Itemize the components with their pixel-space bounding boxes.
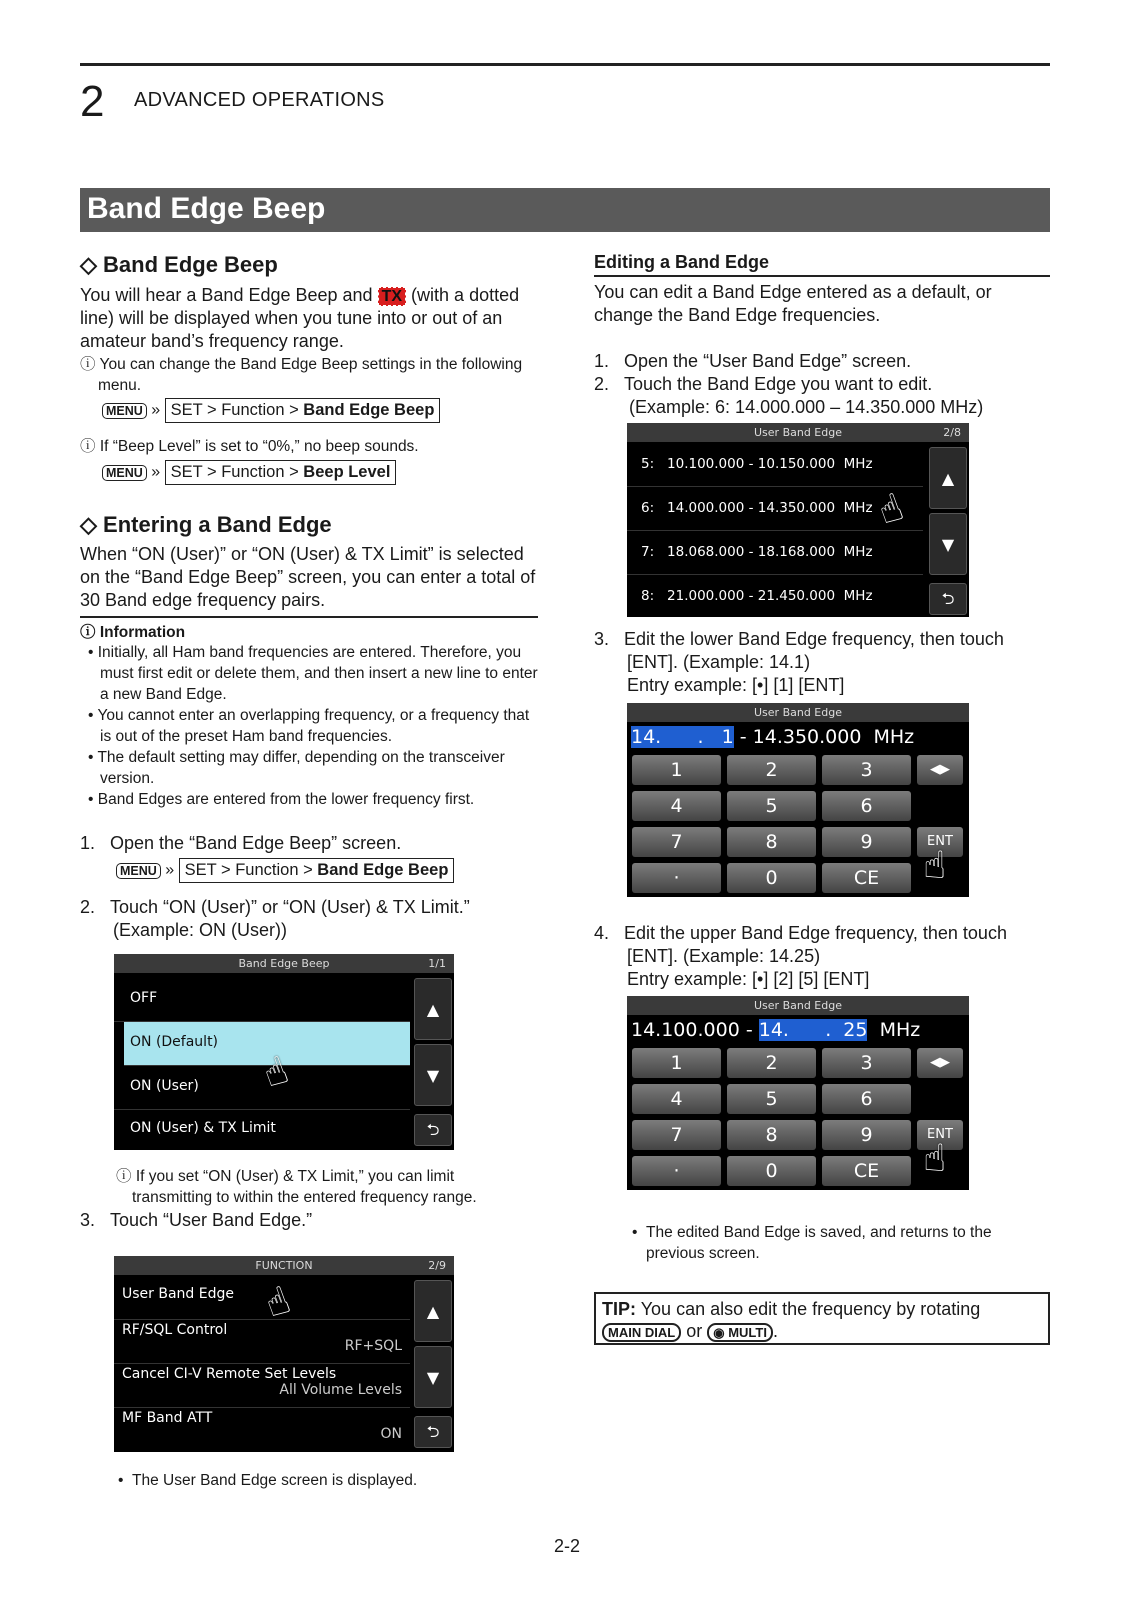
list-item: • You cannot enter an overlapping frequency, or a frequency that is out of the preset Ham band frequencies. [88,707,530,745]
pointing-hand-icon: ☝ [923,1136,947,1180]
function-screen [114,1256,454,1452]
right-step-4: 4. Edit the upper Band Edge frequency, then touch [ENT]. (Example: 14.25) Entry example: [•] [2] [5] [ENT] [594,923,1007,989]
right-step-3: 3. Edit the lower Band Edge frequency, then touch [ENT]. (Example: 14.1) Entry example: [•] [1] [ENT] [594,629,1004,695]
entry-selection: 14. . 1 [631,726,734,748]
frequency-entry-display: 14. . 1 - 14.350.000 MHz [631,726,915,748]
menu-key: MENU [102,403,147,419]
menu-item-user-band-edge[interactable]: User Band Edge [114,1276,410,1320]
info-icon: ⓘ [116,1168,132,1185]
key-5[interactable]: 5 [727,1084,816,1114]
entry-selection: 14. . 25 [758,1019,868,1041]
top-rule [80,63,1050,66]
info-icon: ⓘ [80,624,96,641]
chapter-number: 2 [80,77,105,126]
note-2: ⓘ If “Beep Level” is set to “0%,” no beep sounds. [80,438,419,455]
right-step-1: 1. Open the “User Band Edge” screen. [594,351,912,371]
multi-key: ◉ MULTI [707,1323,773,1342]
screen-titlebar: User Band Edge [627,703,969,722]
editing-rule [594,275,1050,277]
tx-icon: TX [378,287,406,306]
back-button[interactable]: ⮌ [414,1416,452,1448]
list-item: • The default setting may differ, depending on the transceiver version. [88,749,505,787]
editing-heading: Editing a Band Edge [594,252,770,272]
user-band-edge-screen [627,423,969,617]
menu-item-on-user-tx-limit[interactable]: ON (User) & TX Limit [130,1120,276,1136]
scroll-up-button[interactable]: ▲ [929,447,967,509]
key-1[interactable]: 1 [632,755,721,785]
left-step-3: 3. Touch “User Band Edge.” [80,1210,313,1230]
menu-path-3: MENU » SET > Function > Band Edge Beep [116,858,454,883]
sec1-heading: ◇ Band Edge Beep [80,252,278,277]
menu-item-rf-sql-control[interactable]: RF/SQL Control RF+SQL [114,1320,410,1364]
key-2[interactable]: 2 [727,1048,816,1078]
band-edge-row-5[interactable]: 5: 10.100.000 - 10.150.000 MHz [627,443,923,487]
key-7[interactable]: 7 [632,827,721,857]
key-5[interactable]: 5 [727,791,816,821]
screen-titlebar: Band Edge Beep 1/1 [114,954,454,973]
key-4[interactable]: 4 [632,1084,721,1114]
screen-titlebar: FUNCTION 2/9 [114,1256,454,1275]
key-ce[interactable]: CE [822,863,911,893]
key-9[interactable]: 9 [822,827,911,857]
menu-item-on-user[interactable]: ON (User) [114,1066,410,1110]
pointing-hand-icon: ☝ [259,1277,296,1327]
band-edge-row-8[interactable]: 8: 21.000.000 - 21.450.000 MHz [641,588,873,604]
menu-key: MENU [116,863,161,879]
cursor-arrows-button[interactable]: ◀▶ [917,755,963,785]
keypad-screen-lower [627,703,969,897]
menu-path-1: MENU » SET > Function > Band Edge Beep [102,398,440,423]
key-8[interactable]: 8 [727,827,816,857]
chapter-title: ADVANCED OPERATIONS [134,89,385,111]
page-number: 2-2 [554,1536,581,1556]
key-7[interactable]: 7 [632,1120,721,1150]
menu-item-on-default[interactable]: ON (Default) [124,1022,410,1066]
keypad-screen-upper [627,996,969,1190]
scroll-down-button[interactable]: ▼ [414,1346,452,1408]
scroll-up-button[interactable]: ▲ [414,978,452,1040]
screen-titlebar: User Band Edge 2/8 [627,423,969,442]
key-dot[interactable]: · [632,863,721,893]
band-edge-row-6[interactable]: 6: 14.000.000 - 14.350.000 MHz [627,487,923,531]
back-button[interactable]: ⮌ [414,1114,452,1146]
band-edge-row-7[interactable]: 7: 18.068.000 - 18.168.000 MHz [627,531,923,575]
info-icon: ⓘ [80,438,96,455]
key-0[interactable]: 0 [727,863,816,893]
key-9[interactable]: 9 [822,1120,911,1150]
info-heading: ⓘ Information [80,624,186,641]
left-step-1: 1. Open the “Band Edge Beep” screen. [80,833,402,853]
key-6[interactable]: 6 [822,1084,911,1114]
main-dial-key: MAIN DIAL [602,1323,681,1342]
key-0[interactable]: 0 [727,1156,816,1186]
pointing-hand-icon: ☝ [257,1047,294,1097]
pointing-hand-icon: ☝ [872,484,909,534]
pointing-hand-icon: ☝ [923,843,947,887]
menu-path-2: MENU » SET > Function > Beep Level [102,460,396,485]
list-item: • Initially, all Ham band frequencies are entered. Therefore, you must first edit or delete them, and then insert a new line to enter a new Band Edge. [88,644,538,703]
ent-button[interactable]: ENT [917,827,963,857]
scroll-down-button[interactable]: ▼ [929,513,967,575]
sec2-heading: ◇ Entering a Band Edge [80,512,332,537]
menu-item-off[interactable]: OFF [114,978,410,1022]
back-button[interactable]: ⮌ [929,583,967,615]
key-3[interactable]: 3 [822,1048,911,1078]
menu-item-cancel-civ[interactable]: Cancel CI-V Remote Set Levels All Volume Levels [114,1364,410,1408]
info-icon: ⓘ [80,356,96,373]
band-edge-beep-screen [114,954,454,1150]
note-1: ⓘ You can change the Band Edge Beep settings in the following menu. [80,356,523,394]
menu-key: MENU [102,465,147,481]
right-step-2: 2. Touch the Band Edge you want to edit. (Example: 6: 14.000.000 – 14.350.000 MHz) [594,374,984,417]
key-2[interactable]: 2 [727,755,816,785]
left-bullet-end: • The User Band Edge screen is displayed. [118,1472,418,1489]
key-3[interactable]: 3 [822,755,911,785]
note-3: ⓘ If you set “ON (User) & TX Limit,” you can limit transmitting to within the entered frequency range. [116,1168,477,1206]
scroll-up-button[interactable]: ▲ [414,1280,452,1342]
section-banner: Band Edge Beep [80,188,1050,232]
left-step-2: 2. Touch “ON (User)” or “ON (User) & TX Limit.” (Example: ON (User)) [80,897,470,940]
tip-box: TIP: You can also edit the frequency by rotating MAIN DIAL or ◉ MULTI . [594,1292,1050,1345]
right-bullet-end: • The edited Band Edge is saved, and returns to the previous screen. [632,1224,992,1262]
sec2-paragraph: When “ON (User)” or “ON (User) & TX Limit” is selected on the “Band Edge Beep” screen, you can enter a total of 30 Band edge frequency pairs. [80,544,536,610]
key-1[interactable]: 1 [632,1048,721,1078]
screen-titlebar: User Band Edge [627,996,969,1015]
scroll-down-button[interactable]: ▼ [414,1044,452,1106]
frequency-entry-display: 14.100.000 - 14. . 25 MHz [631,1019,921,1041]
menu-item-mf-band-att[interactable]: MF Band ATT ON [122,1410,402,1442]
key-ce[interactable]: CE [822,1156,911,1186]
key-4[interactable]: 4 [632,791,721,821]
key-8[interactable]: 8 [727,1120,816,1150]
info-rule [80,616,538,618]
list-item: • Band Edges are entered from the lower frequency first. [88,791,475,808]
info-list [84,642,544,810]
sec1-paragraph: You will hear a Band Edge Beep and TX (with a dotted line) will be displayed when you tune into or out of an amateur band’s frequency range. [80,285,520,351]
key-dot[interactable]: · [632,1156,721,1186]
key-6[interactable]: 6 [822,791,911,821]
cursor-arrows-button[interactable]: ◀▶ [917,1048,963,1078]
ent-button[interactable]: ENT [917,1120,963,1150]
editing-paragraph: You can edit a Band Edge entered as a default, or change the Band Edge frequencies. [594,282,992,325]
